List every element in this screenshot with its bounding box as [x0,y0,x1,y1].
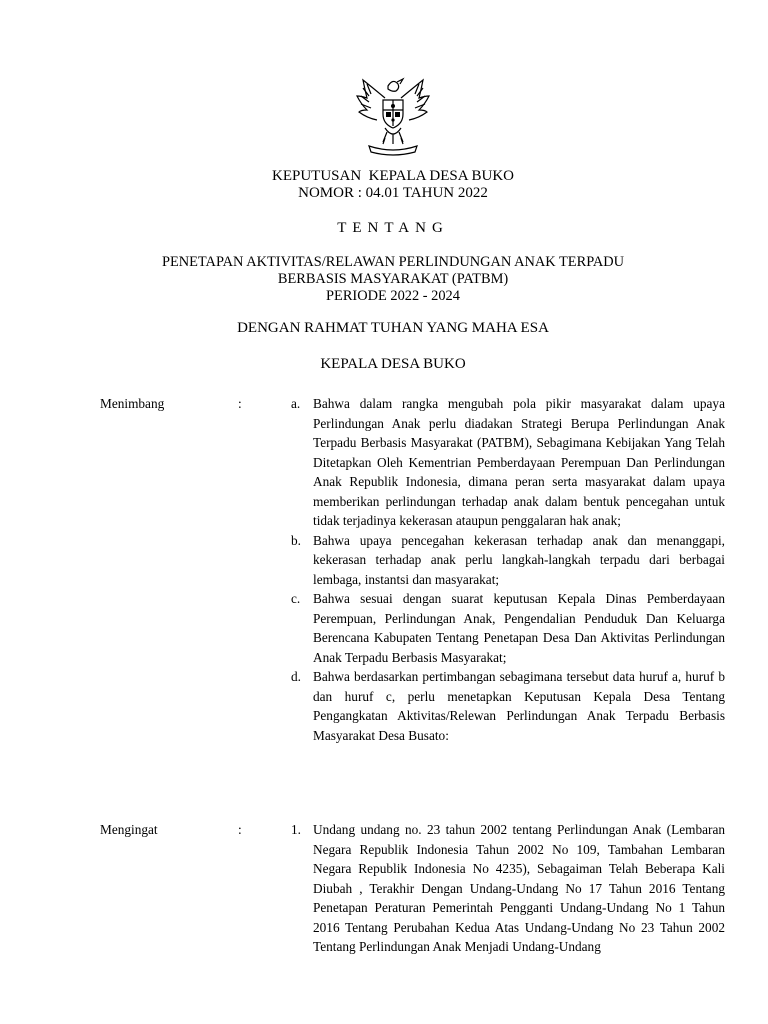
item-text: Bahwa upaya pencegahan kekerasan terhadap anak dan menanggapi, kekerasan terhadap anak perlu langkah-langkah terpadu dari berbagai lembaga, instantsi dan masyarakat; [313,532,725,587]
item-marker: b. [291,532,301,548]
mengingat-label: Mengingat [100,822,158,837]
menimbang-label: Menimbang [100,396,165,411]
menimbang-item-b [291,531,725,590]
menimbang-colon: : [238,396,242,411]
decree-title-line1: KEPUTUSAN KEPALA DESA BUKO [272,168,514,184]
rahmat-heading: DENGAN RAHMAT TUHAN YANG MAHA ESA [237,320,549,336]
garuda-emblem-icon [355,68,431,160]
item-marker: c. [291,591,301,606]
item-text: Bahwa berdasarkan pertimbangan sebagimana tersebut data huruf a, huruf b dan huruf c, perlu menetapkan Keputusan Kepala Desa Tentang Pengangkatan Aktivitas/Relewan Perlindungan Anak Terpadu Berbasis Masyarakat Desa Busato: [313,669,725,743]
menimbang-item-a [291,394,725,531]
item-text: Undang undang no. 23 tahun 2002 tentang Perlindungan Anak (Lembaran Negara Republik Indonesia Tahun 2002 No 109, Tambahan Lembaran Negara Republik Indonesia No 4235), Sebagaiman Telah Beberapa Kali Diubah , Terakhir Dengan Undang-Undang No 17 Tahun 2016 Tentang Penetapan Peraturan Pemerintah Pengganti Undang-Undang No 1 Tahun 2016 Tentang Perubahan Kedua Atas Undang-Undang No 23 Tahun 2002 Tentang Perlindungan Anak Menjadi Undang-Undang [313,822,725,954]
subject-heading [0,254,768,305]
mengingat-list [291,820,725,957]
subject-line2: BERBASIS MASYARAKAT (PATBM) [277,271,509,287]
item-marker: a. [291,396,301,411]
subject-line1: PENETAPAN AKTIVITAS/RELAWAN PERLINDUNGAN ANAK TERPADU [161,254,625,270]
menimbang-item-d [291,667,725,745]
mengingat-colon: : [238,822,242,837]
mengingat-item-1 [291,820,725,957]
menimbang-list [291,394,725,745]
item-text: Bahwa dalam rangka mengubah pola pikir masyarakat dalam upaya Perlindungan Anak perlu diadakan Strategi Berupa Perlindungan Anak Terpadu Berbasis Masyarakat (PATBM), Sebagimana Kebijakan Yang Telah Ditetapkan Oleh Kementrian Pemberdayaan Perempuan Dan Perlindungan Anak Republik Indonesia, dimana peran serta masyarakat dalam upaya memberikan perlindungan terhadap anak dalam bentuk pencegahan untuk tidak terjadinya kekerasan ataupun penggalaran hak anak; [313,396,725,528]
decree-title [0,168,768,202]
item-marker: d. [291,669,301,684]
decree-number: NOMOR : 04.01 TAHUN 2022 [298,185,488,201]
period-line: PERIODE 2022 - 2024 [326,288,460,304]
item-text: Bahwa sesuai dengan suarat keputusan Kepala Dinas Pemberdayaan Perempuan, Perlindungan Anak, Pengendalian Penduduk Dan Keluarga Berencana Kabupaten Tentang Penetapan Desa Dan Aktivitas Perlindungan Anak Terpadu Berbasis Masyarakat; [313,591,725,665]
kepala-desa-heading: KEPALA DESA BUKO [320,356,466,372]
menimbang-item-c [291,589,725,667]
tentang-heading: TENTANG [337,220,449,236]
item-marker: 1. [291,822,301,837]
